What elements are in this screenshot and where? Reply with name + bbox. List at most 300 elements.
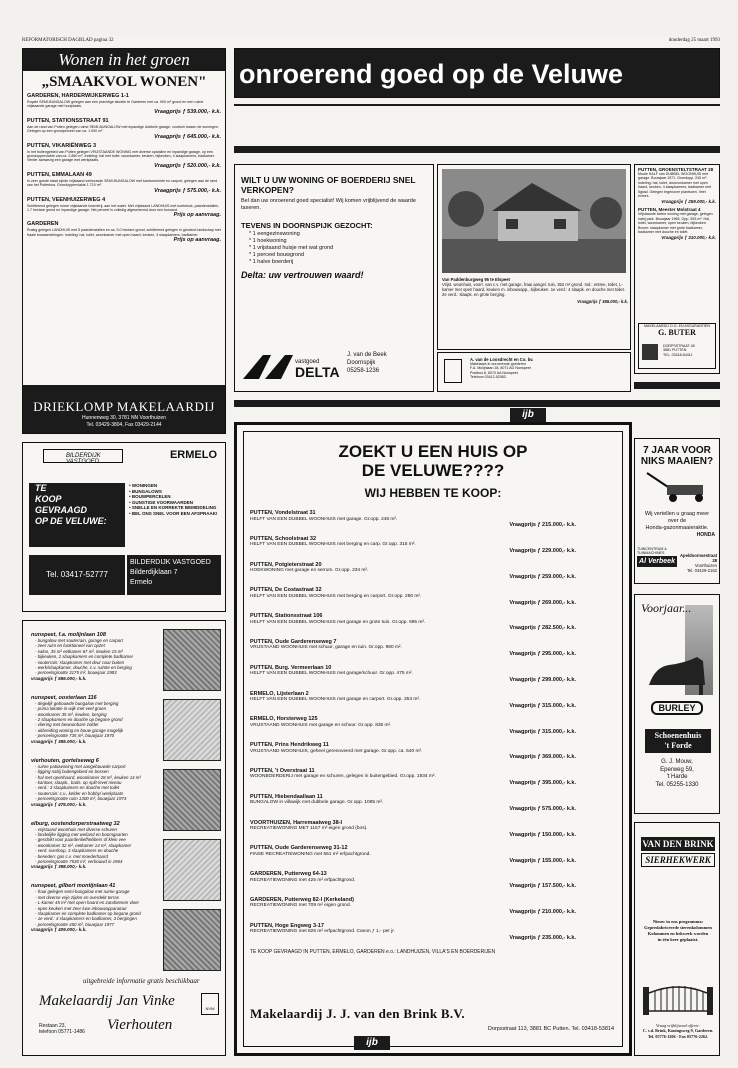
listing-line-text: open keuken met zeer luxe inbouwapparatuur <box>37 905 127 911</box>
divider <box>634 382 720 389</box>
ad-schoenenhuis-forde <box>634 594 720 814</box>
ad-title: Wonen in het groen <box>23 49 225 71</box>
list-item: * 1 halve boerderij <box>249 259 294 265</box>
listing-price: Vraagprijs ƒ 282.500,- k.k. <box>509 625 576 632</box>
address-line: TEL. 03418-54411 <box>663 352 693 357</box>
listing-line: - geschikt voor paardenliefhebbers of klein vee <box>35 837 126 843</box>
listing-item <box>244 923 622 942</box>
list-item-text: 1 vrijstaand huisje met wat grond <box>252 245 334 251</box>
listing-line: - souterrain: c.v., kelder en hobby/ werkplaats <box>35 790 124 796</box>
listing-line: - kantoor, slaapk., bads. op split-level niveau <box>35 779 122 785</box>
listing-head: PUTTEN, VEENHUIZERWEG 4 <box>27 196 106 203</box>
listing-item <box>638 207 716 240</box>
listing-item <box>31 632 159 681</box>
listing-price: Vraagprijs ƒ 539.000,- k.k. <box>154 108 221 115</box>
list-item: * 1 perceel bouwgrond <box>249 252 305 258</box>
listing-body: Vrijst. woonhuis, voorr. van c.v. met garage, fraai aangel. tuin, 352 m² grond. Ind.: entree, toilet, L-kamer met open haard, keuken m. inbouwapp., bijkeuken. 1e verd.: 4 slaapk. en douche met toilet. 2e verd.: slaapk. en grote berging. <box>442 282 625 297</box>
contact-info <box>639 1023 717 1039</box>
ad-subtitle: TEVENS IN DOORNSPIJK GEZOCHT: <box>241 221 373 230</box>
address-line: DORPSSTRAAT 48 <box>663 344 695 348</box>
ad-title: ERMELO <box>169 449 217 461</box>
listing-head: vierhouten, gortelseweg 6 <box>31 757 99 764</box>
listing-line: - open keuken met zeer luxe inbouwapparatuur <box>35 905 127 911</box>
listing-price: vraagprijs ƒ 385.000,- k.k. <box>31 738 87 744</box>
company-line: Postbus 6, 8070 AA Nunspeet <box>470 370 518 375</box>
listing-item <box>244 820 622 839</box>
address-line: Tel. 03429-2162 <box>686 568 717 573</box>
listing-line-text: L-kamer 45 m² met open haard en zandstenen vloer <box>37 900 139 906</box>
listing-line-text: ruime patiowoning met aangebouwde carport <box>37 763 126 769</box>
listing-body: HELFT VAN EEN DUBBEL WOONHUIS met garage en carport. Gr.opp. 353 m². <box>250 697 421 703</box>
address-line: Tel. 05255-1330 <box>655 781 699 788</box>
ad-text-line: Honda-gazonmaaieraktie. <box>645 525 709 531</box>
block-line: TE <box>35 483 47 493</box>
listing-head: nunspeet, f.a. molijnlaan 108 <box>31 632 106 638</box>
buter-head: MAKELAARDIJ O.G. EN ASSURANTIËN <box>644 324 710 328</box>
listing-price: vraagprijs ƒ 409.000,- k.k. <box>31 927 87 933</box>
listing-price: vraagprijs ƒ 398.000,- k.k. <box>31 864 87 870</box>
listing-body: Aan de rand van Putten gelegen ruime SEMI-BUNGALOW met inpandige dubbele garage, voortuin tussen de woningen. Gelegen op een grondperceel van ca. 1.000 m². <box>27 124 219 134</box>
listing-body: HELFT VAN EEN DUBBEL WOONHUIS met garage en grote tuin. Gr.opp. 695 m². <box>250 619 426 625</box>
contact-info <box>347 351 387 375</box>
company-name: Makelaardij J. J. van den Brink B.V. <box>250 1006 465 1021</box>
ad-title: ZOEKT U EEN HUIS OP <box>338 442 528 461</box>
company-logo <box>641 833 715 873</box>
gate-icon <box>643 979 713 1015</box>
listing-line-text: perceelsgrootte 3175 m², bouwjaar 1983 <box>37 670 117 676</box>
listing-body: HELFT VAN EEN DUBBEL WOONHUIS met berging en carp. Gr.opp. 315 m². <box>250 542 416 548</box>
listing-price: Vraagprijs ƒ 520.000,- k.k. <box>154 162 221 169</box>
listing-body: FINSE RECREATIEWONING met 551 m² erfpachtgrond. <box>250 851 371 857</box>
listing-item <box>23 143 225 170</box>
company-location: Vierhouten <box>107 1017 173 1033</box>
listing-item <box>244 639 622 658</box>
newspaper-page <box>22 36 720 1056</box>
house-icon <box>642 344 658 360</box>
listing-head: PUTTEN, GROENSTELTSTRAAT 28 <box>638 167 714 172</box>
listing-price: Vraagprijs ƒ 269.000,- k.k. <box>509 599 576 606</box>
list-item: • BOUWPERCELEN <box>129 494 171 500</box>
list-item-text: BUNGALOWS <box>131 488 162 494</box>
listing-item <box>244 510 622 529</box>
listing-head: PUTTEN, Hoge Engweg 3-17 <box>250 922 324 929</box>
company-address <box>39 1023 85 1035</box>
listing-item <box>31 758 159 807</box>
listing-line-text: 1e verd.: 4 slaapkamers en badkamer, 3 bergingen <box>37 916 137 922</box>
listing-body: HELFT VAN EEN DUBBEL WOONHUIS met garage/schuur. Gr.opp. 475 m². <box>250 671 413 677</box>
listing-head: PUTTEN, Oude Garderenseweg 31-12 <box>250 845 348 852</box>
listing <box>442 277 628 304</box>
listing-item <box>23 172 225 195</box>
list-item: * 1 hoekwoning <box>249 238 287 244</box>
logo-line: VAN DEN BRINK <box>642 839 714 849</box>
wanted-note: TE KOOP GEVRAAGD IN PUTTEN, ERMELO, GARDEREN e.o.: LANDHUIZEN, VILLA'S EN BOERDERIJEN <box>250 948 496 955</box>
listing-line: - ligging nabij buitengebied en bossen <box>35 769 109 775</box>
ad-text-line: Nieuw in ons programma: <box>652 919 704 924</box>
listing-price: Vraagprijs ƒ 235.000,- k.k. <box>509 935 576 942</box>
address-line: 3881 PUTTEN <box>663 348 687 353</box>
listing-price: Vraagprijs ƒ 315.000,- k.k. <box>509 702 576 709</box>
ad-title: 7 JAAR VOOR NIKS MAAIEN? <box>640 445 714 467</box>
listing-head: ERMELO, Lijsterlaan 2 <box>250 690 309 697</box>
address-line: BILDERDIJK VASTGOED <box>130 559 211 566</box>
company-name: Makelaardij Jan Vinke <box>39 993 175 1009</box>
listing-line-text: hal met openhaard, woonkamer 28 m², keuken 14 m² <box>37 774 141 780</box>
phone-block: Tel. 03417-52777 <box>29 555 125 595</box>
listing-line: - zeer ruim en funktioneel van opzet <box>35 643 105 649</box>
listing-line: - vliering met bewoonbare zolder <box>35 722 99 728</box>
listing-head: PUTTEN, De Costastraat 32 <box>250 587 322 594</box>
contact-line: C. v.d. Brink, Koningsweg 9, Garderen. <box>642 1028 714 1034</box>
honda-logo: HONDA <box>696 532 715 538</box>
listing-body: WOONBOERDERIJ met garage en schuren, gelegen in buitengebied. Gr.opp. 1934 m². <box>250 774 436 780</box>
listing-head: PUTTEN, Prins Hendrikweg 11 <box>250 742 329 749</box>
listing-line: - degelijk gebouwde bungalow met berging <box>35 700 119 706</box>
listing-price: Vraagprijs ƒ 295.000,- k.k. <box>509 651 576 658</box>
burley-logo: BURLEY <box>651 701 703 715</box>
slogan: Delta: uw vertrouwen waard! <box>241 270 364 280</box>
ijb-logo: ijb <box>510 408 546 422</box>
listing-line-text: beneden: gas c.v. met moederhaard <box>37 853 108 859</box>
list-item: * 1 eengezinswoning <box>249 231 300 237</box>
listing-line-text: uitbreiding woning en bouw garage mogelijk <box>37 727 124 733</box>
listing-body: VRIJSTAAND WOONHUIS met schuur, garage en tuin. Gr.opp. 980 m². <box>250 645 402 651</box>
listing-head: ERMELO, Horsterweg 125 <box>250 716 318 723</box>
svg-text:DELTA: DELTA <box>295 364 340 380</box>
listing-line: - slaapkamer en complete badkamer op begane grond <box>35 911 141 916</box>
delta-logo <box>241 349 341 383</box>
verbeek-sub: TUINCENTRUM & TUINMACHINES <box>637 547 667 556</box>
listing-line: - vrijstaand woonhuis met diverse schuren <box>35 826 118 832</box>
ad-van-den-brink-makelaardij <box>234 422 632 1056</box>
listing-price: Vraagprijs ƒ 215.000,- k.k. <box>509 522 576 529</box>
list-item: • GUNSTIGE VOORWAARDEN <box>129 499 193 505</box>
listing-line-text: prima lokatie in wijk met veel groen <box>37 706 107 712</box>
listing-head: Van Paddenburgweg 95 te Elspeet <box>442 277 510 282</box>
ad-delta-vastgoed <box>234 164 434 392</box>
listing-item <box>244 845 622 864</box>
company-name: DRIEKLOMP MAKELAARDIJ <box>33 399 215 414</box>
listing-price: Vraagprijs ƒ 299.000,- k.k. <box>509 677 576 684</box>
listing-line-text: 2 slaapkamers en douche op begane grond <box>37 717 123 723</box>
listing-item <box>638 167 716 204</box>
listing-line-text: slaapkamer en complete badkamer op begane grond <box>37 911 141 916</box>
ad-title-2: DE VELUWE???? <box>361 461 505 480</box>
ad-paddenburgweg <box>437 164 631 350</box>
house-photo <box>163 699 221 761</box>
listing-item <box>244 536 622 555</box>
listing-line-text: geschikt voor paardenliefhebbers of klein vee <box>37 837 126 843</box>
list-item: • BUNGALOWS <box>129 488 162 494</box>
svg-text:vastgoed: vastgoed <box>295 359 320 365</box>
ad-text <box>635 511 719 539</box>
listing-line-text: souterrain: c.v., kelder en hobby/ werkplaats <box>37 790 124 796</box>
listing-body: In het buitengebied van Putten gelegen VRIJSTAANDE WONING met diverse opstallen en inpandige garage, op een grondoppervlakte van ca. 2.860 m². Indeling: hal met toilet, woonkamer, keuken, bijkeuken, 4 slaapkamers, badkamer. Verder aanwezig een garage met werkplaats. <box>27 149 215 163</box>
listing-price: Vraagprijs ƒ 315.000,- k.k. <box>509 728 576 735</box>
listing-line: - salon, 35 m² eetkamer 67 m², keuken 15 m² <box>35 648 123 654</box>
listing-head: PUTTEN, Vondelstraat 31 <box>250 510 316 516</box>
listing-item <box>244 562 622 581</box>
listing-price: Vraagprijs ƒ 259.000,- k.k. <box>509 573 576 580</box>
company-name: A. van de Loosdrecht en Co. bv. <box>470 357 534 362</box>
listing-body: In zeer goede staat zijnde vrijstaand verbouwde SEMI-BUNGALOW met kantoorruimte en carport, gelegen aan de rand van het Putterbos. Grondoppervlakte 1.710 m². <box>27 178 218 188</box>
listing-body: Mooie HALF van DUBBEL WOONHUIS met garage. Bouwjaar 1971. Grondopp. 245 m². Indeling: hal, toilet, doorzonkamer met open haard, keuken, 4 slaapkamers, badkamer met ligbad. Gelegen tegenover plantsoen. Veel extra's. <box>638 172 712 199</box>
list-item: • BEL ONS SNEL VOOR EEN AFSPRAAK! <box>129 510 218 516</box>
house-photo <box>163 629 221 691</box>
address-line: Ermelo <box>130 579 153 586</box>
header-left: REFORMATORISCH DAGBLAD pagina 32 <box>22 38 114 43</box>
listing-line-text: vliering met bewoonbare zolder <box>37 722 99 728</box>
verbeek-logo <box>637 547 677 579</box>
ad-text-line: Gepredabriceerde sierenkolommen <box>644 925 712 930</box>
listing-body: Schitterend gelegen ruime vrijstaande boerderij, aan het water. Met vrijstaand LANDHUIS met koetshuis, paardenstallen, 1.7 hectare grond en inpandige garage. Het perceel is volledig afgeschermd door een bosrand. <box>27 203 220 213</box>
list-item-text: BOUWPERCELEN <box>131 494 171 500</box>
ad-text <box>639 919 717 943</box>
header-right: donderdag 25 maart 1993 <box>668 38 720 43</box>
list-item-text: WONINGEN <box>131 483 158 488</box>
listing-line: - L-kamer 45 m² met open haard en zandstenen vloer <box>35 900 139 906</box>
address-line: G. J. Mouw, <box>661 759 693 765</box>
for-sale-block <box>29 483 125 547</box>
listing-price: Prijs op aanvraag. <box>173 237 221 244</box>
listing-line: - prima lokatie in wijk met veel groen <box>35 706 107 712</box>
list-item-text: 1 halve boerderij <box>252 259 294 265</box>
listing-head: GARDEREN, HARDERWIJKERWEG 1-1 <box>27 93 129 99</box>
tagline: uitgebreide informatie gratis beschikbaar <box>83 977 200 985</box>
listing-head: VOORTHUIZEN, Harremaatweg 38-I <box>250 819 342 826</box>
list-item-text: 1 perceel bouwgrond <box>252 252 305 258</box>
listing-price: Vraagprijs ƒ 575.000,- k.k. <box>509 806 576 813</box>
listing-price: Vraagprijs ƒ 310.000,- k.k. <box>661 235 716 241</box>
shoe-icon <box>645 637 709 697</box>
listing-price: Vraagprijs ƒ 150.000,- k.k. <box>509 831 576 838</box>
company-line: F.A. Molijnlaan 28, 8071 AG Nunspeet <box>470 366 531 371</box>
listing-line-text: perceelsgrootte 7530 m², verbouwd in 1964 <box>37 858 123 864</box>
list-item-text: 1 hoekwoning <box>252 238 287 244</box>
ijb-logo: ijb <box>354 1036 390 1050</box>
ad-subtitle: WIJ HEBBEN TE KOOP: <box>364 486 502 500</box>
list-item-text: 1 eengezinswoning <box>252 231 300 237</box>
ad-title: Voorjaar... <box>641 601 692 615</box>
listing-item <box>244 613 622 632</box>
listing-line: - uitbreiding woning en bouw garage mogelijk <box>35 727 124 733</box>
listing-body: RECREATIEWONING met 709 m² eigen grond. <box>250 903 351 909</box>
company-info <box>470 357 533 380</box>
listing-line: - bungalow met souterrain, garage en carport <box>35 638 123 643</box>
listing-line-text: ligging nabij buitengebied en bossen <box>37 769 109 775</box>
listing-price: Vraagprijs ƒ 157.500,- k.k. <box>509 883 576 890</box>
listing-body: RECREATIEWONING MET 1157 m² eigen grond (bos). <box>250 826 368 832</box>
company-line: Makelaars in onroerende goederen <box>470 362 526 366</box>
listing-line: - bijkeuken, 2 slaapkamers en complete badkamer <box>35 654 134 660</box>
ad-footer <box>23 385 225 433</box>
company-address: Hunnenweg 30, 3781 NN Voorthuizen <box>82 415 166 421</box>
contact-phone: 05258-1236 <box>347 368 380 374</box>
address-line: telefoon 05771-1486 <box>39 1029 85 1035</box>
listing-head: nunspeet, oosterlaan 116 <box>31 694 97 701</box>
ad-subtitle: „SMAAKVOL WONEN" <box>41 74 207 90</box>
listing-line: - woonkamer 32 m², eetkamer 14 m², slaapkamer <box>35 842 132 848</box>
listing-line: - 1e verd.: 4 slaapkamers en badkamer, 3 bergingen <box>35 916 137 922</box>
listing-line-text: woonkamer 32 m², eetkamer 14 m², slaapkamer <box>37 842 132 848</box>
listing-body: HELFT VAN EEN DUBBEL WOONHUIS met garage. Gr.opp. 248 m². <box>250 516 398 522</box>
listing-head: GARDEREN, Putterweg 82-I (Kerkeland) <box>250 896 354 903</box>
nvm-logo: NVM <box>201 993 219 1015</box>
listing-head: nunspeet, gilbert montijnlaan 41 <box>31 883 116 890</box>
listing-line-text: verd. overloop, 3 slaapkamers en douche <box>37 848 119 854</box>
listing-line: - woonkamer 35 m², keuken, berging <box>35 711 107 717</box>
listing-list <box>31 629 159 932</box>
listing-head: PUTTEN, Oude Garderenseweg 7 <box>250 638 337 645</box>
listing-item <box>244 716 622 735</box>
listing-item <box>23 197 225 220</box>
address-line: Voorthuizen <box>694 563 717 568</box>
address-line: Restaan 23, <box>39 1023 66 1029</box>
contact-line: Tel. 05776-1206 - Fax 05776-2262. <box>647 1033 709 1039</box>
listing-item <box>23 221 225 244</box>
address-block <box>127 555 221 595</box>
company-phone: Tel. 03429-3804, Fax 03429-2144 <box>86 422 162 428</box>
listing-line-text: souterrain: slaapkamer met deur naar buiten <box>37 659 125 665</box>
ad-title: WILT U UW WONING OF BOERDERIJ SNEL VERKOPEN? <box>241 175 416 195</box>
listing-price: Vraagprijs ƒ 369.000,- k.k. <box>509 754 576 761</box>
lawnmower-icon <box>643 471 713 503</box>
list-item: • WONINGEN <box>129 483 158 488</box>
listing-line: - fraai gelegen semi-bungalow met ruime garage <box>35 889 130 895</box>
ad-buter <box>634 164 720 374</box>
block-line: OP DE VELUWE: <box>35 516 107 526</box>
divider <box>234 400 720 407</box>
listing-price: Vraagprijs ƒ 395.000,- k.k. <box>509 780 576 787</box>
block-line: GEVRAAGD <box>35 505 88 515</box>
listing-line-text: woonkamer 35 m², keuken, berging <box>37 711 107 717</box>
listing-item <box>244 794 622 813</box>
listing-price: Vraagprijs ƒ 155.000,- k.k. <box>509 857 576 864</box>
listing-price: vraagprijs ƒ 595.000,- k.k. <box>31 675 87 681</box>
listing-body: Vrijstaande kleine woning met garage, gelegen nabij park. Bouwjaar 1965. Opp. 553 m². Hal, toilet, woonkamer, open keuken, bijkeuken. Boven: slaapkamer met grote badkamer, badkamer met douche en toilet. <box>638 212 713 235</box>
listing-line-text: fraai gelegen semi-bungalow met ruime garage <box>37 889 130 895</box>
shop-name-line: 't Forde <box>664 741 692 750</box>
list-item-text: GUNSTIGE VOORWAARDEN <box>131 499 193 505</box>
listing-line-text: perceelsgrootte 450 m², bouwjaar 1977 <box>37 921 115 927</box>
listing-body: VRIJSTAAND WOONHUIS met garage en schuur. Gr.opp. 835 m². <box>250 722 392 728</box>
listing-line-text: bijkeuken, 2 slaapkamers en complete badkamer <box>37 654 134 660</box>
list-item-text: BEL ONS SNEL VOOR EEN AFSPRAAK! <box>131 510 218 516</box>
listing-price: Vraagprijs ƒ 229.000,- k.k. <box>509 548 576 555</box>
listing-body: RECREATIEWONING met 825 m² erfpachtgrond. Canon ƒ 1,- per jr. <box>250 929 395 935</box>
listing-item <box>244 871 622 890</box>
listing-line: - hal met openhaard, woonkamer 28 m², keuken 14 m² <box>35 774 141 780</box>
listing-body: HELFT VAN EEN DUBBEL WOONHUIS met berging en carport. Gr.opp. 280 m². <box>250 593 422 599</box>
listing-item <box>23 118 225 141</box>
listing-line: - perceelsgrootte 450 m², bouwjaar 1977 <box>35 921 115 927</box>
listing-item <box>31 821 159 870</box>
listing-head: PUTTEN, STATIONSSTRAAT 91 <box>27 117 109 124</box>
listing-head: PUTTEN, Hiebendaallaan 11 <box>250 793 323 800</box>
listing-item <box>31 695 159 744</box>
listing-line-text: vrijstaand woonhuis met diverse schuren <box>37 826 118 832</box>
listing-price: vraagprijs ƒ 475.000,- k.k. <box>31 801 87 807</box>
buter-logo-box <box>638 323 716 369</box>
listing-price: Vraagprijs ƒ 645.000,- k.k. <box>154 133 221 140</box>
contact-name: J. van de Beek <box>347 352 387 358</box>
house-photo <box>163 769 221 831</box>
listing-body: HOEKWONING met garage en serrum. Gr.opp. 234 m². <box>250 568 369 574</box>
listing-head: PUTTEN, Meester Molstraat 4 <box>638 207 701 213</box>
company-logo <box>444 359 462 383</box>
company-address <box>675 553 717 573</box>
listing-list <box>244 510 622 942</box>
listing-line-text: perceelsgrootte ruim 1300 m², bouwjaar 1973 <box>37 796 127 802</box>
buter-address <box>663 344 695 357</box>
listing-head: PUTTEN, Schoolstraat 32 <box>250 535 317 542</box>
listing-line: - verd.: 3 slaapkamers en douche met toilet <box>35 785 120 791</box>
listing-line-text: perceelsgrootte 735 m², bouwjaar 1970 <box>37 733 115 739</box>
wanted-list <box>235 231 433 266</box>
section-banner: onroerend goed op de Veluwe <box>234 48 720 98</box>
listing-line-text: landelijke ligging met weiland en boomgaarten <box>37 831 128 837</box>
listing-line-text: met diverse vrije zijden en overdekt terras <box>37 894 119 900</box>
listing-line-text: kantoor, slaapk., bads. op split-level niveau <box>37 779 122 785</box>
shop-name-line: Schoenenhuis <box>654 731 702 740</box>
listing-body: BUNGALOW in villawijk met dubbele garage. Gr.opp. 1085 m². <box>250 800 384 806</box>
listing-item <box>244 587 622 606</box>
house-photo <box>163 839 221 901</box>
listing-line: - 2 slaapkamers en douche op begane grond <box>35 717 123 723</box>
ad-van-den-brink-sierhekwerk <box>634 822 720 1056</box>
photo-column <box>163 629 221 979</box>
ad-verbeek-honda <box>634 438 720 584</box>
ad-text-line: over de <box>667 518 687 524</box>
listing-item <box>244 742 622 761</box>
bullet-list <box>129 483 221 517</box>
house-photo <box>442 169 626 273</box>
ad-jan-vinke <box>22 620 226 1056</box>
list-item-text: SNELLE EN KORREKTE BEMIDDELING <box>131 505 217 511</box>
listing-item <box>244 768 622 787</box>
ad-text-line: Wij vertellen u graag meer <box>644 511 710 517</box>
listing-line: - perceelsgrootte 7530 m², verbouwd in 1964 <box>35 858 123 864</box>
ad-text-line: in één keer geplaatst. <box>657 937 699 942</box>
buter-name: G. BUTER <box>658 328 696 338</box>
divider <box>234 146 720 153</box>
listing-head: PUTTEN, EMMALAAN 49 <box>27 171 92 178</box>
ad-wonen-in-het-groen <box>22 48 226 434</box>
listing-line: - souterrain: slaapkamer met deur naar buiten <box>35 659 125 665</box>
listing-line-text: verd.: 3 slaapkamers en douche met toilet <box>37 785 120 791</box>
logo-line: SIERHEKWERK <box>641 853 715 867</box>
block-line: KOOP <box>35 494 62 504</box>
listing-price: Vraagprijs ƒ 259.000,- k.k. <box>661 199 716 205</box>
listing-item <box>31 883 159 932</box>
listing-line: - perceelsgrootte 735 m², bouwjaar 1970 <box>35 733 115 739</box>
listing-head: GARDEREN, Putterweg 64-13 <box>250 871 327 878</box>
list-item: * 1 vrijstaand huisje met wat grond <box>249 245 334 251</box>
listing-head: PUTTEN, VIKARIËNWEG 3 <box>27 142 97 149</box>
divider <box>234 104 720 106</box>
ad-text-line: Kolommen en hekwerk worden <box>647 931 709 936</box>
listing-body: Rustig gelegen LANDHUIS met 5 paardenstallen en ca. 5.0 hectare grond, schitterend gelegen in glooiend landschap met fraaie boswandelingen. Indeling: hal, toilet, woonkamer met open haard, keuken, 4 slaapkamers, badkamer. <box>27 228 221 237</box>
address-line: Bilderdijklaan 7 <box>130 569 178 576</box>
listing-price: Vraagprijs ƒ 575.000,- k.k. <box>154 187 221 194</box>
listing-head: PUTTEN, Stationsstraat 106 <box>250 613 323 620</box>
ad-text: Bel dan uw onroerend goed specialist! Wij komen vrijblijvend de waarde taxeren. <box>241 198 416 211</box>
shop-address <box>635 759 719 789</box>
listing-line: - met diverse vrije zijden en overdekt terras <box>35 894 119 900</box>
listing-body: RECREATIEWONING met 425 m² erfpachtgrond. <box>250 877 356 883</box>
verbeek-name: Al Verbeek <box>637 556 677 567</box>
listing-line-text: bungalow met souterrain, garage en carport <box>37 638 123 643</box>
